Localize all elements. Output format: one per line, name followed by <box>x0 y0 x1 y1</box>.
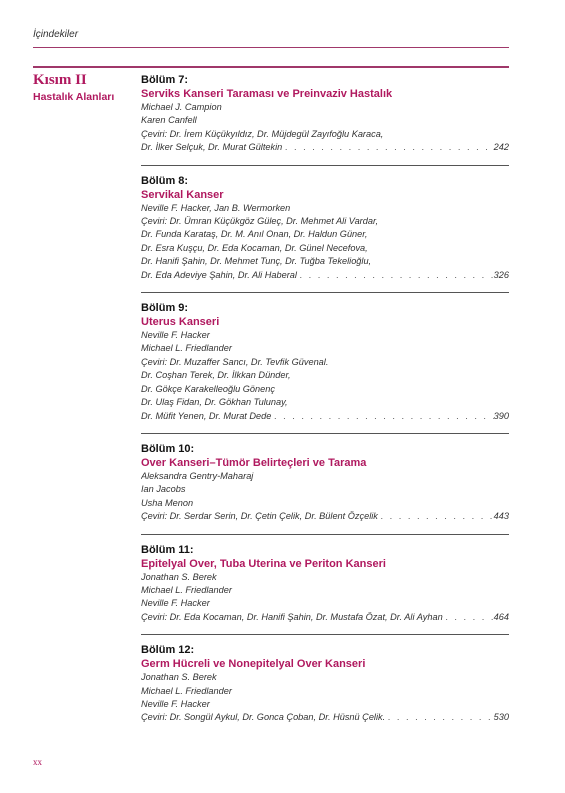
author-line: Dr. İlker Selçuk, Dr. Murat Gültekin <box>141 142 283 153</box>
chapter-separator <box>141 534 509 535</box>
page-number: xx <box>33 757 42 767</box>
page-reference[interactable]: 242 <box>493 142 509 153</box>
chapter-number: Bölüm 9: <box>141 302 189 315</box>
author-line: Neville F. Hacker <box>141 330 210 341</box>
chapter-list <box>141 74 509 725</box>
chapter-separator <box>141 292 509 293</box>
author-line: Karen Canfell <box>141 115 197 126</box>
chapter-entry <box>141 302 509 423</box>
chapter-entry <box>141 74 509 155</box>
toc-leader-line[interactable] <box>141 269 509 282</box>
author-line: Michael J. Campion <box>141 102 222 112</box>
author-line: Neville F. Hacker <box>141 698 210 709</box>
author-line: Jonathan S. Berek <box>141 571 217 582</box>
author-line: Dr. Müfit Yenen, Dr. Murat Dede <box>141 410 272 421</box>
author-line: Usha Menon <box>141 497 194 508</box>
chapter-separator <box>141 433 509 434</box>
page-reference[interactable]: 326 <box>493 269 509 280</box>
author-line: Ian Jacobs <box>141 484 186 495</box>
chapter-title[interactable]: Servikal Kanser <box>141 188 224 201</box>
author-line: Michael L. Friedlander <box>141 343 232 354</box>
toc-leader-line[interactable] <box>141 410 509 423</box>
toc-leader-line[interactable] <box>141 510 509 523</box>
dot-leader <box>271 410 493 423</box>
part-subtitle: Hastalık Alanları <box>33 91 115 103</box>
dot-leader <box>443 611 494 624</box>
page-reference[interactable]: 530 <box>493 712 509 723</box>
chapter-number: Bölüm 12: <box>141 644 195 657</box>
page-reference[interactable]: 464 <box>493 611 509 622</box>
dot-leader <box>282 141 493 154</box>
chapter-title[interactable]: Serviks Kanseri Taraması ve Preinvaziv Hastalık <box>141 88 393 100</box>
author-line: Michael L. Friedlander <box>141 685 232 696</box>
page-reference[interactable]: 443 <box>493 511 509 522</box>
page-reference[interactable]: 390 <box>493 410 509 421</box>
author-line: Jonathan S. Berek <box>141 672 217 683</box>
chapter-title[interactable]: Uterus Kanseri <box>141 316 220 329</box>
chapter-number: Bölüm 11: <box>141 543 194 556</box>
running-header: İçindekiler <box>33 29 79 40</box>
author-line: Aleksandra Gentry-Maharaj <box>141 470 254 481</box>
author-line: Dr. Ulaş Fidan, Dr. Gökhan Tulunay, <box>141 397 288 408</box>
author-line: Dr. Eda Adeviye Şahin, Dr. Ali Haberal <box>141 269 297 280</box>
chapter-separator <box>141 634 509 635</box>
toc-leader-line[interactable] <box>141 141 509 154</box>
toc-leader-line[interactable] <box>141 711 509 724</box>
author-line: Çeviri: Dr. İrem Küçükyıldız, Dr. Müjdegül Zayıfoğlu Karaca, <box>141 128 384 139</box>
chapter-entry <box>141 175 509 282</box>
chapter-entry <box>141 544 509 625</box>
author-line: Neville F. Hacker <box>141 598 210 609</box>
author-line: Çeviri: Dr. Ümran Küçükgöz Güleç, Dr. Mehmet Ali Vardar, <box>141 216 379 227</box>
part-rule <box>33 66 509 68</box>
chapter-entry <box>141 644 509 725</box>
chapter-number: Bölüm 7: <box>141 74 189 86</box>
author-line: Dr. Funda Karataş, Dr. M. Anıl Onan, Dr. Haldun Güner, <box>141 229 368 240</box>
chapter-title[interactable]: Over Kanseri–Tümör Belirteçleri ve Tarama <box>141 456 367 469</box>
dot-leader <box>385 711 494 724</box>
author-line: Dr. Gökçe Karakelleoğlu Gönenç <box>141 383 275 394</box>
author-line: Çeviri: Dr. Serdar Serin, Dr. Çetin Çelik, Dr. Bülent Özçelik <box>141 511 378 522</box>
author-line: Michael L. Friedlander <box>141 584 232 595</box>
author-line: Dr. Coşhan Terek, Dr. İlkkan Dünder, <box>141 370 291 381</box>
author-line: Çeviri: Dr. Eda Kocaman, Dr. Hanifi Şahin, Dr. Mustafa Özat, Dr. Ali Ayhan <box>141 611 443 622</box>
chapter-number: Bölüm 10: <box>141 442 195 455</box>
author-line: Dr. Hanifi Şahin, Dr. Mehmet Tunç, Dr. Tuğba Tekelioğlu, <box>141 256 372 267</box>
chapter-number: Bölüm 8: <box>141 174 189 187</box>
dot-leader <box>297 269 494 282</box>
chapter-separator <box>141 165 509 166</box>
author-line: Neville F. Hacker, Jan B. Wermorken <box>141 202 291 213</box>
author-line: Çeviri: Dr. Songül Aykul, Dr. Gonca Çoban, Dr. Hüsnü Çelik. <box>141 712 386 723</box>
chapter-title[interactable]: Germ Hücreli ve Nonepitelyal Over Kanseri <box>141 658 366 671</box>
dot-leader <box>378 510 494 523</box>
header-rule <box>33 47 509 48</box>
chapter-title[interactable]: Epitelyal Over, Tuba Uterina ve Periton Kanseri <box>141 557 386 570</box>
author-line: Çeviri: Dr. Muzaffer Sancı, Dr. Tevfik Güvenal. <box>141 356 329 367</box>
chapter-entry <box>141 443 509 524</box>
author-line: Dr. Esra Kuşçu, Dr. Eda Kocaman, Dr. Günel Necefova, <box>141 242 368 253</box>
toc-leader-line[interactable] <box>141 611 509 624</box>
part-title: Kısım II <box>33 72 87 88</box>
